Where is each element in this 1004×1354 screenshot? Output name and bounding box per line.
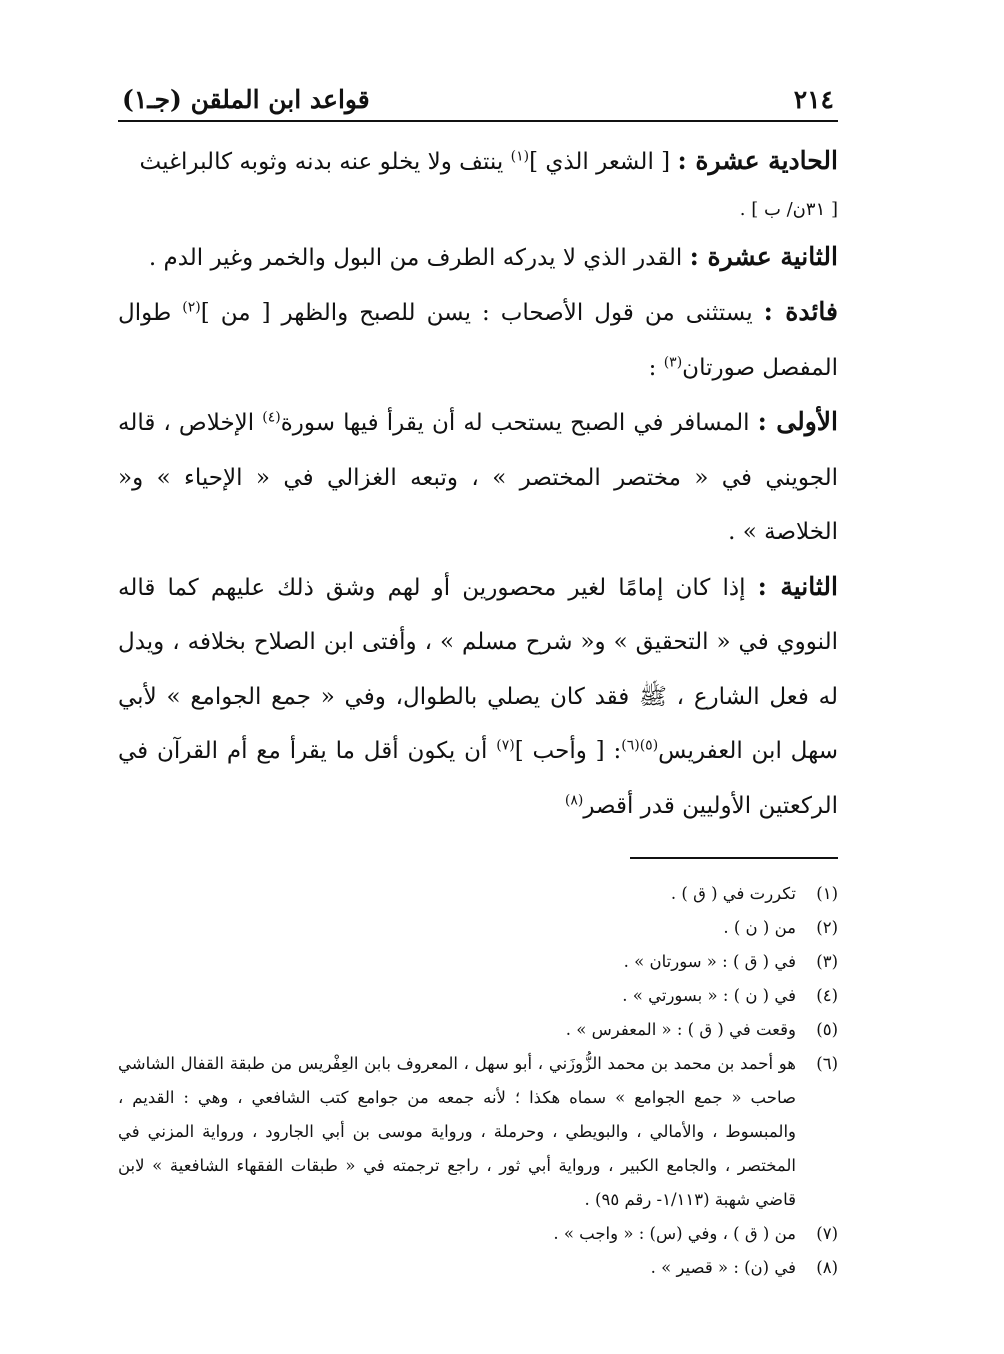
paragraph-second xyxy=(118,560,838,834)
page-number: ٢١٤ xyxy=(793,85,834,114)
footnote-item xyxy=(118,979,838,1013)
header-rule xyxy=(118,120,838,122)
paragraph-text: إذا كان إمامًا لغير محصورين أو لهم وشق ذلك عليهم كما قاله النووي في « التحقيق » و« شرح مسلم » ، وأفتى ابن الصلاح بخلافه ، ويدل له فعل الشارع ، ﷺ فقد كان يصلي بالطوال، وفي « جمع الجوامع » لأبي سهل ابن العفريس xyxy=(118,574,838,764)
footnote-number: (١) xyxy=(816,884,838,903)
paragraph-text: المسافر في الصبح يستحب له أن يقرأ فيها سورة xyxy=(280,410,758,436)
footnote-ref[interactable]: (٢) xyxy=(182,299,201,316)
footnote-number: (٥) xyxy=(816,1020,838,1039)
footnote-text: في (ن) : « قصير » . xyxy=(650,1258,796,1277)
footnote-ref[interactable]: (١) xyxy=(510,148,530,165)
footnote-number: (٦) xyxy=(816,1054,838,1073)
folio-reference: [ ٣١ن/ ب ] . xyxy=(739,198,838,220)
paragraph-text: القدر الذي لا يدركه الطرف من البول والخمر وغير الدم . xyxy=(148,244,690,271)
paragraph-text: أن يكون أقل ما يقرأ مع أم القرآن في الركعتين الأوليين قدر أقصر xyxy=(118,738,838,819)
footnote-number: (٤) xyxy=(816,986,838,1005)
paragraph-first xyxy=(118,395,838,560)
paragraph-heading: الحادية عشرة : xyxy=(677,146,838,175)
footnote-item xyxy=(118,911,838,945)
paragraph-eleventh xyxy=(118,134,838,190)
footnote-text: هو أحمد بن محمد بن محمد الزُّوزَني ، أبو سهل ، المعروف بابن العِفْريس من طبقة القفال الشاشي صاحب « جمع الجوامع » سماه هكذا ؛ لأنه جمعه من جوامع كتب الشافعي ، وهي : القديم ، والمبسوط ، والأمالي ، والبويطي ، وحرملة ، ورواية موسى بن أبي الجارود ، ورواية المزني في المختصر ، والجامع الكبير ، ورواية أبي ثور ، راجع ترجمته في « طبقات الفقهاء الشافعية » لابن قاضي شهبة (١/١١٣- رقم ٩٥) . xyxy=(118,1054,796,1209)
footnote-text: وقعت في ( ق ) : « المعفرس » . xyxy=(565,1020,796,1039)
footnote-item xyxy=(118,877,838,911)
footnote-text: في ( ق ) : « سورتان » . xyxy=(623,952,796,971)
footnote-item xyxy=(118,1217,838,1251)
manuscript-folio-marker xyxy=(118,190,838,230)
paragraph-text: : [ وأحب ] xyxy=(514,738,622,764)
paragraph-text: يستثنى من قول الأصحاب : يسن للصبح والظهر [ من ] xyxy=(200,300,764,326)
footnote-ref[interactable]: (٤) xyxy=(262,409,281,426)
footnote-item xyxy=(118,1251,838,1285)
paragraph-heading: فائدة : xyxy=(763,297,838,326)
paragraph-text: ينتف ولا يخلو عنه بدنه وثوبه كالبراغيث xyxy=(139,149,511,175)
book-page xyxy=(118,70,838,1285)
footnote-separator xyxy=(630,857,838,859)
footnote-ref[interactable]: (٧) xyxy=(496,737,515,754)
footnote-item xyxy=(118,1047,838,1217)
footnote-text: تكررت في ( ق ) . xyxy=(670,884,796,903)
paragraph-text: : xyxy=(648,354,664,381)
footnote-text: من ( ن ) . xyxy=(723,918,796,937)
paragraph-twelfth xyxy=(118,230,838,286)
paragraph-heading: الأولى : xyxy=(757,407,838,436)
main-text xyxy=(118,134,838,833)
page-header xyxy=(118,70,838,114)
footnotes xyxy=(118,877,838,1285)
footnote-ref[interactable]: (٥)(٦) xyxy=(621,737,659,754)
footnote-text: في ( ن ) : « بسورتي » . xyxy=(622,986,796,1005)
paragraph-text: [ الشعر الذي ] xyxy=(529,149,678,175)
paragraph-text: طوال المفصل صورتان xyxy=(118,300,838,381)
footnote-item xyxy=(118,1013,838,1047)
paragraph-heading: الثانية : xyxy=(757,571,838,601)
footnote-text: من ( ق ) ، وفي (س) : « واجب » . xyxy=(553,1224,796,1243)
footnote-number: (٨) xyxy=(816,1258,838,1277)
paragraph-benefit xyxy=(118,285,838,395)
running-title: قواعد ابن الملقن (جـ١) xyxy=(122,85,370,114)
footnote-number: (٧) xyxy=(816,1224,838,1243)
footnote-ref[interactable]: (٨) xyxy=(564,791,584,808)
footnote-number: (٣) xyxy=(816,952,838,971)
paragraph-text: الإخلاص ، قاله الجويني في « مختصر المختصر » ، وتبعه الغزالي في « الإحياء » و« الخلاصة » . xyxy=(118,410,838,545)
footnote-ref[interactable]: (٣) xyxy=(663,353,683,370)
paragraph-heading: الثانية عشرة : xyxy=(689,241,838,271)
footnote-number: (٢) xyxy=(816,918,838,937)
footnote-item xyxy=(118,945,838,979)
